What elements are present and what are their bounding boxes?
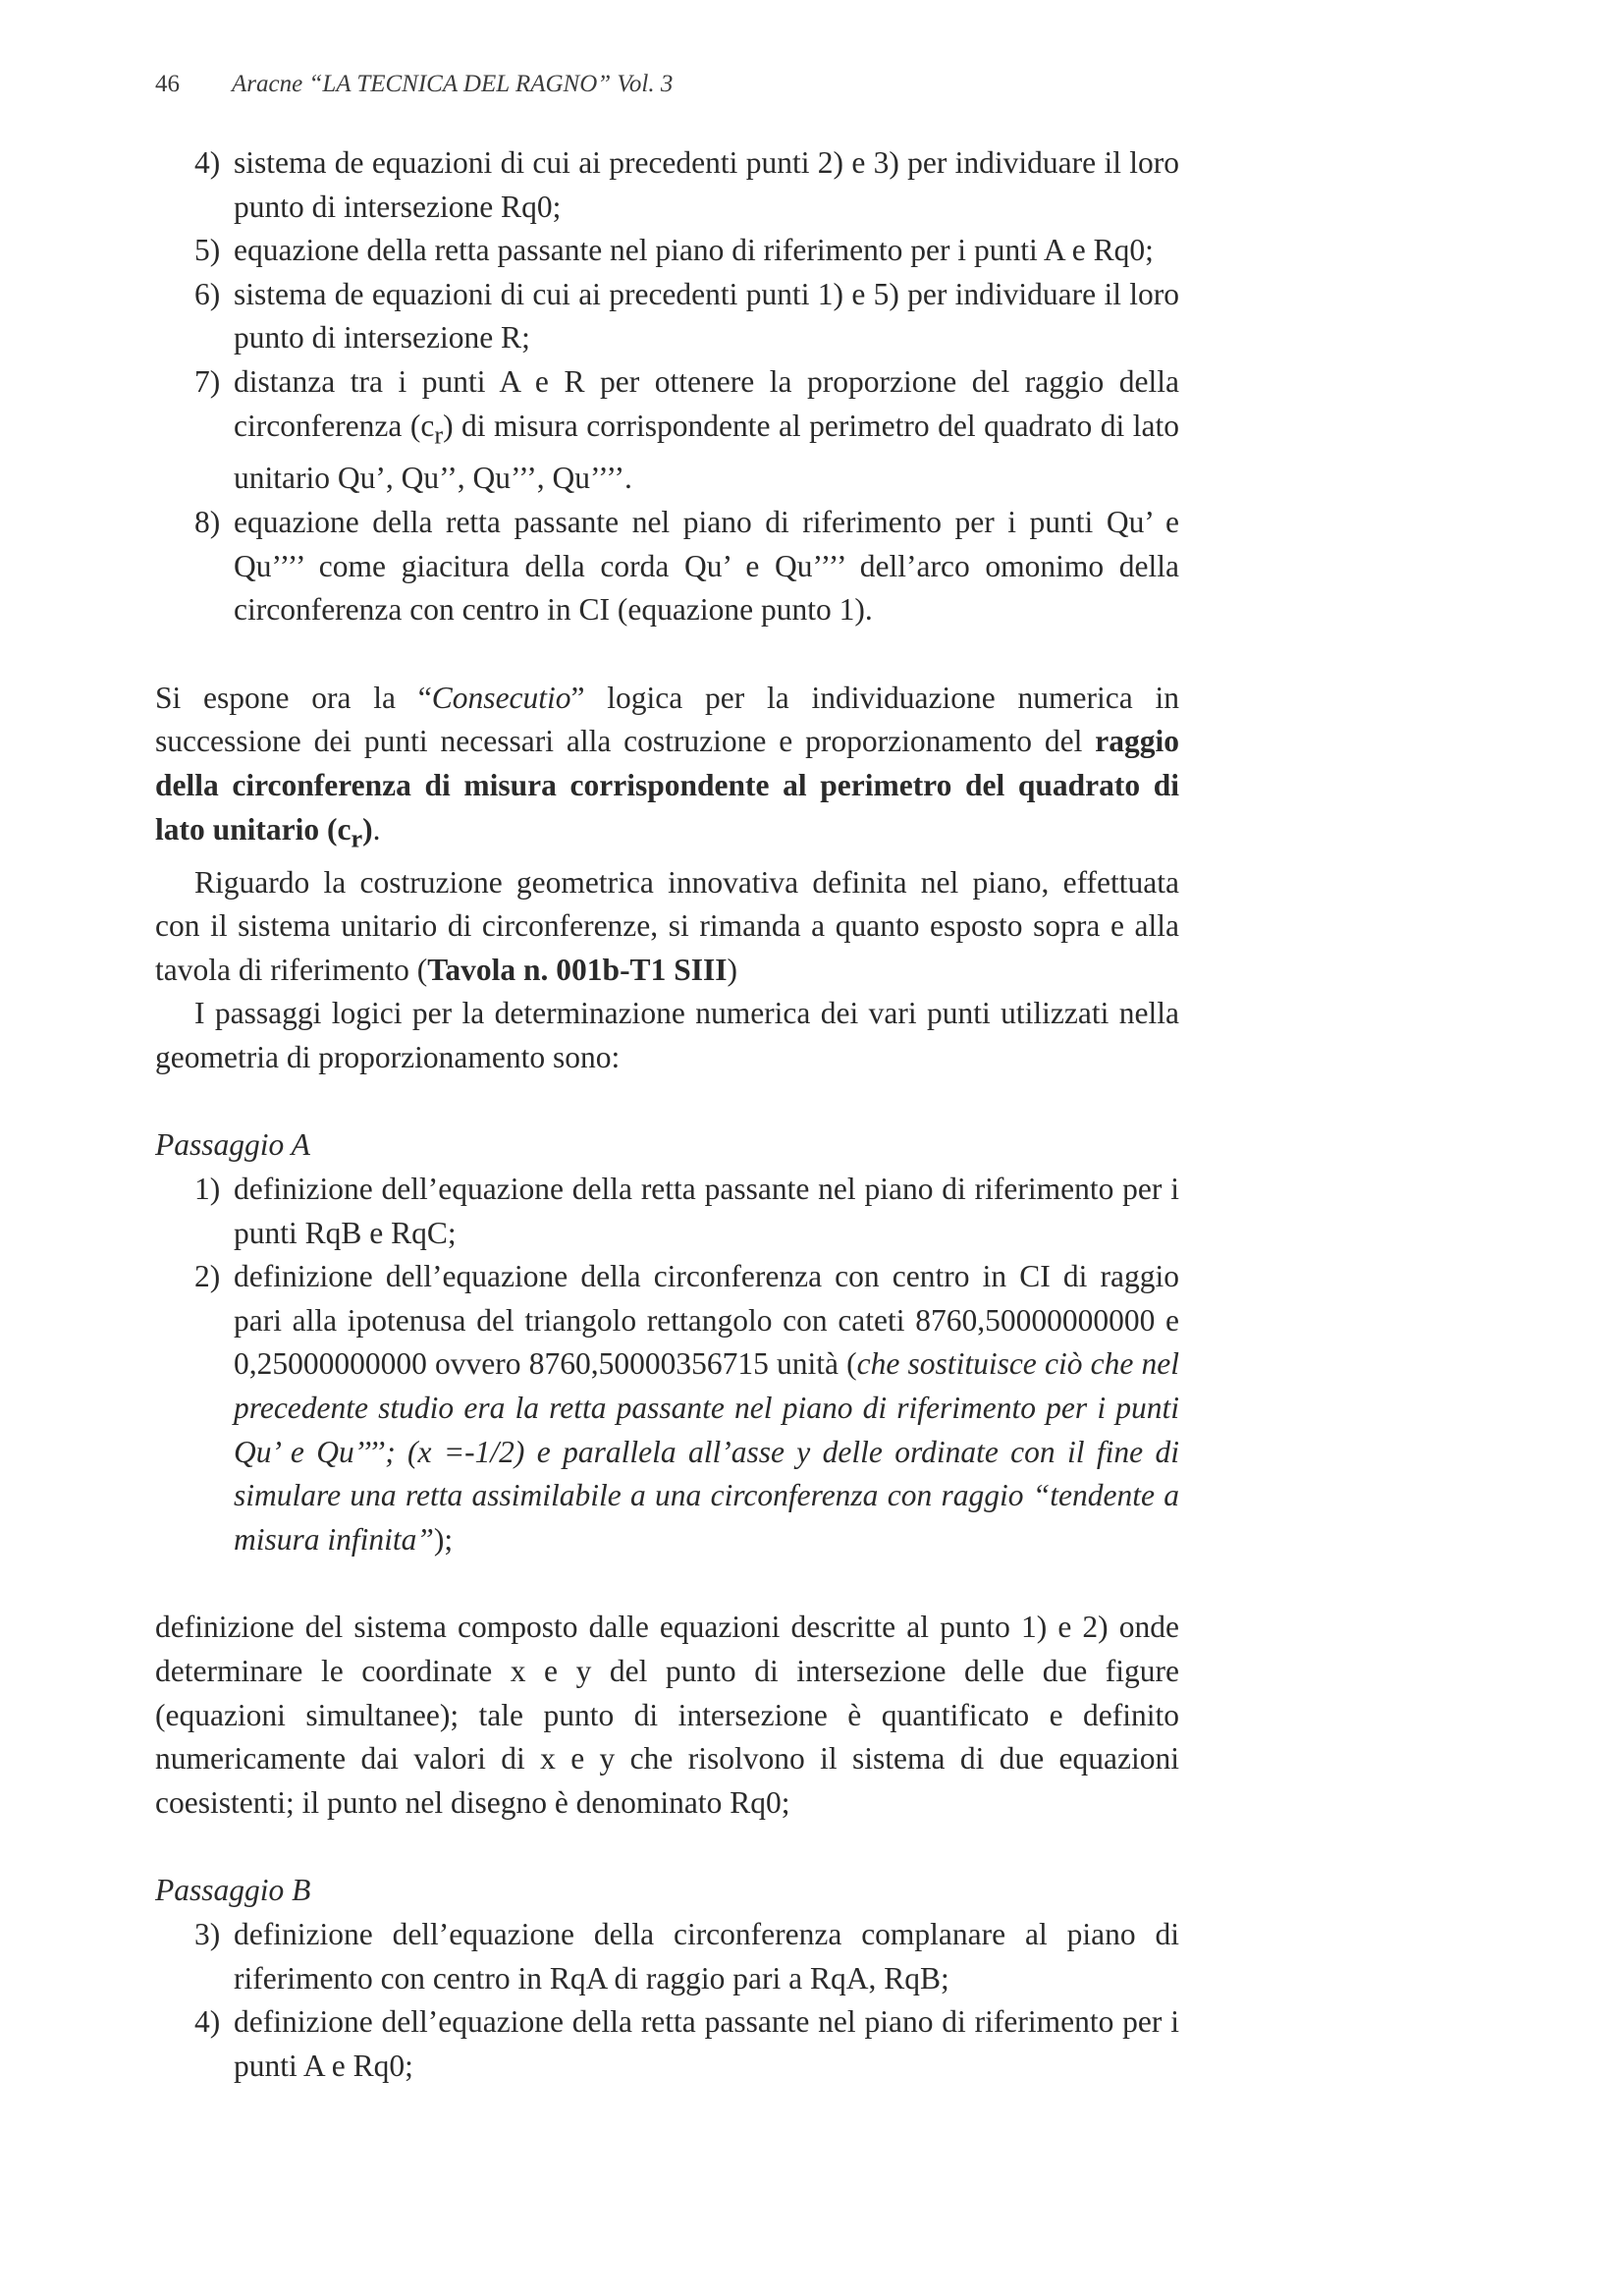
italic-text: che sostituisce ciò che nel precedente studio era la retta passante nel piano di riferimento per i punti Qu’ e Qu’’’’; (x =-1/2) e parallela all’asse y delle ordinate con il fine di simulare una retta assimilabile a una circonferenza con raggio “tendente a misura infinita”	[234, 1346, 1179, 1557]
paragraph-riguardo	[155, 861, 1179, 993]
list-text: definizione dell’equazione della circonferenza complanare al piano di riferimento con centro in RqA di raggio pari a RqA, RqB;	[234, 1916, 1179, 1995]
list-number: 8)	[194, 505, 221, 540]
running-header	[155, 71, 673, 98]
list-text: definizione dell’equazione della circonferenza con centro in CI di raggio pari alla ipotenusa del triangolo rettangolo con cateti 8760,50000000000 e 0,25000000000 ovvero 8760,50000356715 unità (	[234, 1259, 1179, 1382]
numbered-list-b	[155, 1913, 1179, 2088]
list-item	[155, 501, 1179, 632]
list-text: sistema de equazioni di cui ai precedenti punti 1) e 5) per individuare il loro punto di intersezione R;	[234, 276, 1179, 355]
numbered-list-top	[155, 141, 1179, 632]
list-text: definizione dell’equazione della retta passante nel piano di riferimento per i punti RqB e RqC;	[234, 1172, 1179, 1250]
numbered-list-a	[155, 1168, 1179, 1561]
list-text: equazione della retta passante nel piano di riferimento per i punti A e Rq0;	[234, 233, 1154, 268]
italic-term: Consecutio	[431, 680, 571, 715]
section-heading-a: Passaggio A	[155, 1127, 310, 1163]
list-text: distanza tra i punti A e R per ottenere la proporzione del raggio della circonferenza (c	[234, 363, 1179, 443]
list-number: 2)	[194, 1259, 221, 1294]
list-item	[155, 229, 1179, 273]
bold-reference: Tavola n. 001b-T1 SIII	[427, 952, 728, 987]
text-run: .	[372, 811, 381, 847]
list-item	[155, 1913, 1179, 2000]
list-item	[155, 1255, 1179, 1561]
list-text: sistema de equazioni di cui ai precedenti punti 2) e 3) per individuare il loro punto di intersezione Rq0;	[234, 145, 1179, 224]
page-number: 46	[155, 71, 180, 97]
list-number: 6)	[194, 276, 221, 311]
section-heading-b: Passaggio B	[155, 1873, 311, 1908]
paragraph-consecutio	[155, 677, 1179, 861]
list-item	[155, 1168, 1179, 1255]
list-number: 7)	[194, 363, 221, 399]
list-text: ) di misura corrispondente al perimetro del quadrato di lato unitario Qu’, Qu’’, Qu’’’, Qu’’’’.	[234, 408, 1179, 496]
list-text: definizione dell’equazione della retta passante nel piano di riferimento per i punti A e Rq0;	[234, 2004, 1179, 2083]
list-item	[155, 360, 1179, 501]
list-text: );	[433, 1521, 454, 1557]
list-number: 5)	[194, 233, 221, 268]
text-run: Riguardo la costruzione geometrica innovativa definita nel piano, effettuata con il sistema unitario di circonferenze, si rimanda a quanto esposto sopra e alla tavola di riferimento (	[155, 864, 1179, 987]
text-run: raggio della circonferenza di misura corrispondente al perimetro del quadrato di lato unitario (c	[155, 724, 1179, 847]
text-run: Si espone ora la “	[155, 680, 432, 715]
text-run: )	[362, 811, 373, 847]
list-number: 3)	[194, 1916, 221, 1951]
list-item	[155, 2000, 1179, 2088]
list-number: 4)	[194, 145, 221, 180]
list-number: 4)	[194, 2004, 221, 2040]
paragraph-definizione: definizione del sistema composto dalle equazioni descritte al punto 1) e 2) onde determinare le coordinate x e y del punto di intersezione delle due figure (equazioni simultanee); tale punto di intersezione è quantificato e definito numericamente dai valori di x e y che risolvono il sistema di due equazioni coesistenti; il punto nel disegno è denominato Rq0;	[155, 1610, 1179, 1820]
running-title: Aracne “LA TECNICA DEL RAGNO” Vol. 3	[232, 71, 674, 97]
text-run: )	[727, 952, 737, 987]
list-text: equazione della retta passante nel piano di riferimento per i punti Qu’ e Qu’’’’ come giacitura della corda Qu’ e Qu’’’’ dell’arco omonimo della circonferenza con centro in CI (equazione punto 1).	[234, 505, 1179, 628]
list-item	[155, 141, 1179, 229]
subscript: r	[351, 823, 363, 852]
subscript: r	[434, 419, 444, 449]
list-item	[155, 273, 1179, 360]
text-run: ” logica per la individuazione numerica in successione dei punti necessari alla costruzione e proporzionamento del	[155, 680, 1179, 759]
paragraph-passaggi: I passaggi logici per la determinazione numerica dei vari punti utilizzati nella geometria di proporzionamento sono:	[155, 996, 1179, 1074]
page-body	[155, 141, 1179, 2088]
list-number: 1)	[194, 1172, 221, 1207]
